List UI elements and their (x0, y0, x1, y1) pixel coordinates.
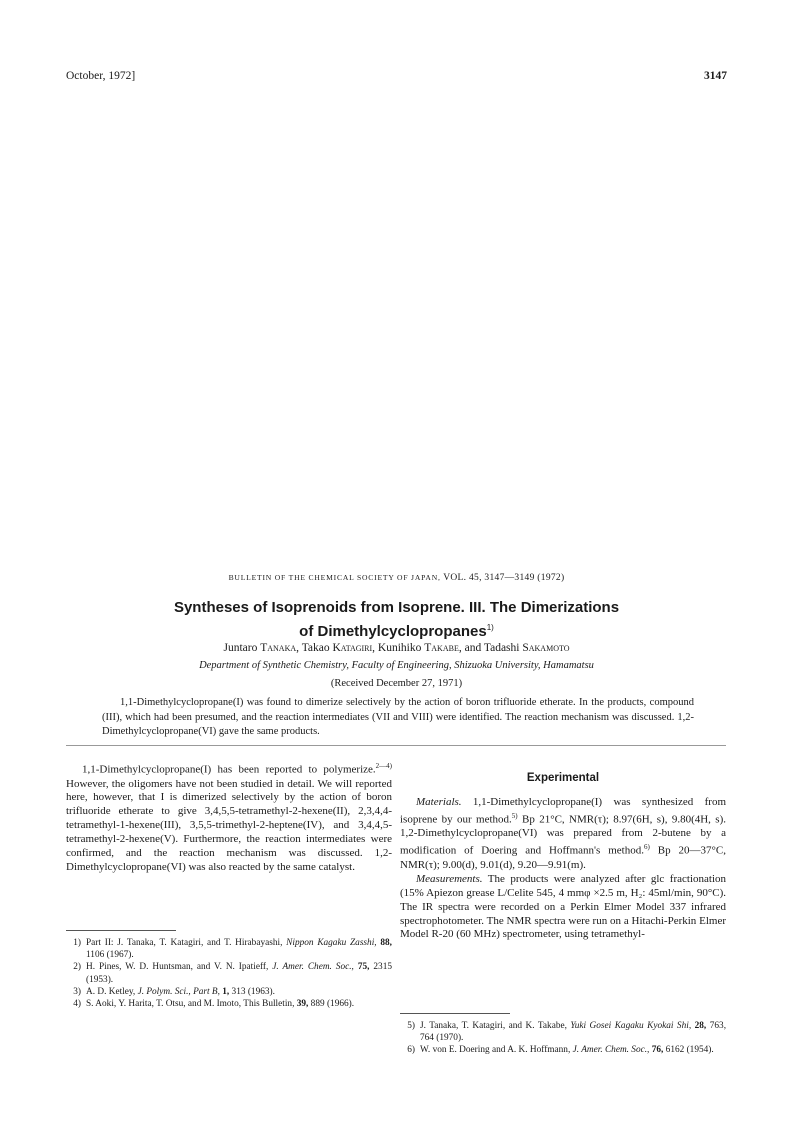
materials-text: 1,1-Dimethylcyclopropane(I) was synthesized from isoprene by our method. (400, 796, 726, 826)
title-line-2: of Dimethylcyclopropanes (299, 623, 487, 640)
footnote-volume: 28, (691, 1021, 707, 1031)
footnote-authors: A. D. Ketley, (86, 986, 138, 997)
author-separator: , and (458, 642, 484, 654)
received-date: (Received December 27, 1971) (330, 678, 463, 689)
footnote (66, 998, 392, 1010)
footnote-pages: 1106 (1967). (86, 950, 134, 961)
footnote-pages: 313 (1963). (229, 986, 275, 997)
footnote-number: 2) (73, 962, 81, 973)
citation-mark: 2—4) (375, 762, 392, 770)
footnote-authors: Part II: J. Tanaka, T. Katagiri, and T. Hirabayashi, (86, 938, 287, 948)
citation-mark: 6) (643, 843, 650, 852)
footnote-volume: 88, (376, 938, 392, 948)
footnote (66, 937, 392, 961)
title-footnote-mark: 1) (486, 623, 494, 632)
footnote-authors: J. Tanaka, T. Katagiri, and K. Takabe, (420, 1021, 571, 1031)
footnotes-right (400, 1020, 726, 1057)
running-header-date: October, 1972] (66, 70, 136, 82)
author-given: Kunihiko (377, 642, 425, 654)
measurements-label: Measurements. (416, 872, 483, 885)
materials-text: Bp 20—37°C, NMR(τ); 9.00(d), 9.01(d), 9.20—9.91(m). (400, 845, 726, 871)
intro-text-start: 1,1-Dimethylcyclopropane(I) has been reported to polymerize. (82, 763, 376, 776)
journal-citation-line (0, 573, 793, 583)
author-family: Takabe (424, 642, 459, 654)
intro-text-rest: However, the oligomers have not been studied in detail. We will reported here, however, that I is dimerized selectively by the action of boron trifluoride etherate to give 3,4,5,5-tetramethyl-2-hexene(II), 2,3,4,4-tetramethyl-1-hexene(III), 3,5,5-trimethyl-2-heptene(IV), and 3,4,4,5-tetramethyl-2-hexene(V). Furthermore, the reaction intermediates were confirmed, and the reaction mechanism was discussed. 1,2-Dimethylcyclopropane(VI) was also reacted by the same catalyst. (66, 777, 392, 873)
author-family: Tanaka (260, 642, 297, 654)
footnote-number: 1) (73, 938, 81, 948)
footnote-pages: 889 (1966). (308, 999, 355, 1010)
footnote-journal: J. Polym. Sci., Part B, (137, 986, 220, 997)
materials-label: Materials. (416, 796, 462, 808)
footnote (400, 1044, 726, 1056)
footnote-pages: 2315 (1953). (86, 962, 392, 985)
page-number: 3147 (704, 70, 727, 82)
author-separator: , (372, 642, 378, 654)
author-family: Katagiri (332, 642, 373, 654)
footnotes-left (66, 937, 392, 1010)
journal-volume-info: VOL. 45, 3147—3149 (1972) (440, 573, 565, 583)
footnote-authors: S. Aoki, Y. Harita, T. Otsu, and M. Imoto, This Bulletin, (86, 999, 297, 1010)
author-family: Sakamoto (522, 642, 570, 654)
author-given: Juntaro (223, 642, 261, 654)
experimental-section (400, 796, 726, 942)
materials-text: Bp 21°C, NMR(τ); 8.97(6H, s), 9.80(4H, s). 1,2-Dimethylcyclopropane(VI) was prepared from 2-butene by a modification of Doering and Hoffmann's method. (400, 813, 726, 858)
footnote-divider (66, 930, 176, 931)
author-list (0, 642, 793, 654)
footnote (66, 986, 392, 998)
footnote-journal: Yuki Gosei Kagaku Kyokai Shi, (570, 1021, 692, 1031)
footnote-number: 3) (73, 986, 81, 997)
footnote-journal: J. Amer. Chem. Soc., (572, 1045, 650, 1056)
footnote-volume: 39, (296, 999, 309, 1010)
author-given: Tadashi (483, 642, 523, 654)
footnote-volume: 1, (219, 986, 230, 997)
affiliation: Department of Synthetic Chemistry, Faculty of Engineering, Shizuoka University, Hamamatsu (199, 660, 594, 671)
measurements-paragraph (400, 873, 726, 943)
measurements-text: The products were analyzed after glc fractionation (15% Apiezon grease L/Celite 545, 4 mmφ ×2.5 m, H₂: 45ml/min, 90°C). The IR spectra were recorded on a Perkin Elmer Model 337 infrared spectrophotometer. The NMR spectra were run on a Hitachi-Perkin Elmer Model R-20 (60 MHz) spectrometer, using tetramethyl- (400, 872, 726, 941)
author-separator: , (296, 642, 302, 654)
journal-name: BULLETIN OF THE CHEMICAL SOCIETY OF JAPAN, (228, 573, 441, 582)
footnote-authors: W. von E. Doering and A. K. Hoffmann, (420, 1045, 573, 1056)
footnote-volume: 76, (649, 1045, 664, 1056)
footnote-number: 6) (407, 1045, 415, 1056)
footnote-journal: J. Amer. Chem. Soc., (272, 962, 354, 973)
paper-title (0, 598, 793, 642)
footnote-divider (400, 1013, 510, 1014)
footnote-number: 4) (73, 999, 81, 1010)
footnote-pages: 6162 (1954). (663, 1045, 714, 1056)
abstract-divider (66, 745, 726, 746)
footnote-journal: Nippon Kagaku Zasshi, (286, 938, 377, 948)
abstract: 1,1-Dimethylcyclopropane(I) was found to dimerize selectively by the action of boron trifluoride etherate. In the products, compound (III), which had been presumed, and the reaction intermediates (VII and VIII) were identified. The reaction mechanism was discussed. 1,2-Dimethylcyclopropane(VI) gave the same products. (102, 697, 694, 737)
footnote-pages: 763, 764 (1970). (420, 1021, 727, 1044)
introduction-paragraph (66, 760, 392, 875)
section-heading-experimental: Experimental (526, 772, 600, 784)
materials-paragraph (400, 796, 726, 873)
footnote-number: 5) (407, 1021, 415, 1031)
footnote (400, 1020, 726, 1044)
title-line-1: Syntheses of Isoprenoids from Isoprene. III. The Dimerizations (173, 599, 620, 616)
citation-mark: 5) (511, 811, 518, 820)
footnote-authors: H. Pines, W. D. Huntsman, and V. N. Ipatieff, (86, 962, 273, 973)
author-given: Takao (301, 642, 333, 654)
footnote (66, 961, 392, 985)
footnote-volume: 75, (353, 962, 370, 973)
